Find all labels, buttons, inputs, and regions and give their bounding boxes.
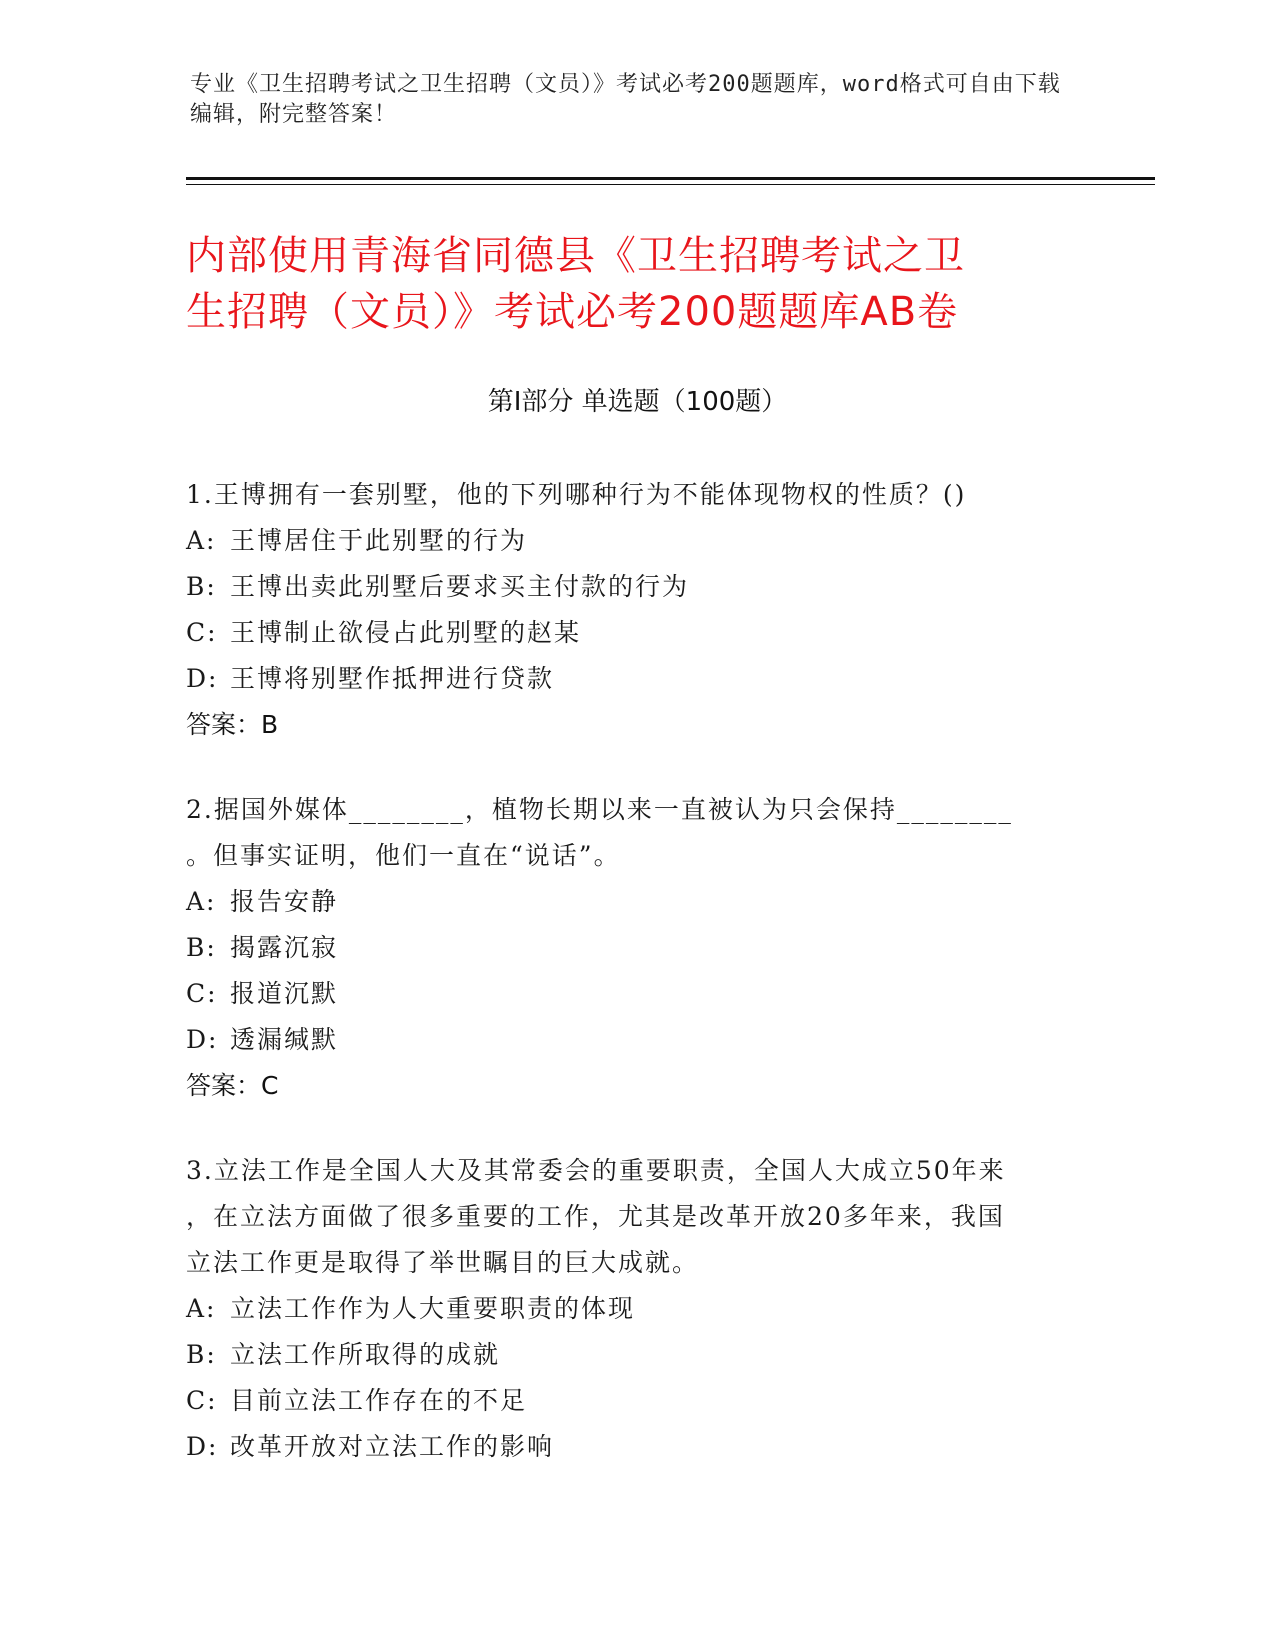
option-text: 王博居住于此别墅的行为 [230,526,528,555]
option-key: D: [186,664,219,693]
option-key: A: [186,887,217,916]
question-stem: ，在立法方面做了很多重要的工作，尤其是改革开放20多年来，我国 [186,1202,1005,1231]
option-key: B: [186,933,217,962]
question-stem: 3.立法工作是全国人大及其常委会的重要职责，全国人大成立50年来 [186,1156,1006,1185]
question-list [186,472,1086,1509]
option-d [186,1424,1086,1470]
option-text: 王博制止欲侵占此别墅的赵某 [230,618,582,647]
question-stem: 立法工作更是取得了举世瞩目的巨大成就。 [186,1248,700,1277]
option-b [186,1332,1086,1378]
answer-value: C [261,1071,279,1100]
question-stem: 2.据国外媒体________，植物长期以来一直被认为只会保持________ [186,795,1013,824]
question-stem: 。但事实证明，他们一直在“说话”。 [186,841,621,870]
option-text: 报告安静 [230,887,339,916]
option-a [186,518,1086,564]
title-line: 生招聘（文员）》考试必考200题题库AB卷 [186,289,959,335]
header-note: 专业《卫生招聘考试之卫生招聘（文员）》考试必考200题题库，word格式可自由下载编辑，附完整答案！ [190,72,1061,127]
section-title: 第I部分 单选题（100题） [487,387,788,417]
option-text: 目前立法工作存在的不足 [230,1386,528,1415]
answer-line [186,1063,1086,1109]
option-a [186,879,1086,925]
option-text: 立法工作所取得的成就 [230,1340,501,1369]
answer-label: 答案： [186,710,262,739]
option-key: D: [186,1025,219,1054]
option-key: C: [186,979,218,1008]
answer-value: B [261,710,279,739]
question-1 [186,472,1086,748]
header-rule-thick [186,177,1155,180]
option-key: B: [186,572,217,601]
question-stem: 1.王博拥有一套别墅，他的下列哪种行为不能体现物权的性质？() [186,480,967,509]
question-2 [186,787,1086,1109]
option-text: 王博将别墅作抵押进行贷款 [230,664,555,693]
header-rule-thin [186,184,1155,185]
document-title [186,228,1126,340]
option-text: 透漏缄默 [230,1025,339,1054]
option-key: D: [186,1432,219,1461]
title-line: 内部使用青海省同德县《卫生招聘考试之卫 [186,233,965,279]
option-d [186,656,1086,702]
option-c [186,971,1086,1017]
option-text: 揭露沉寂 [230,933,339,962]
option-key: A: [186,1294,217,1323]
option-key: C: [186,1386,218,1415]
option-text: 王博出卖此别墅后要求买主付款的行为 [230,572,690,601]
option-a [186,1286,1086,1332]
option-d [186,1017,1086,1063]
option-key: A: [186,526,217,555]
option-text: 报道沉默 [230,979,339,1008]
option-b [186,925,1086,971]
option-c [186,610,1086,656]
option-b [186,564,1086,610]
option-key: C: [186,618,218,647]
option-key: B: [186,1340,217,1369]
question-3 [186,1148,1086,1470]
answer-label: 答案： [186,1071,262,1100]
option-text: 立法工作作为人大重要职责的体现 [230,1294,636,1323]
option-text: 改革开放对立法工作的影响 [230,1432,555,1461]
answer-line [186,702,1086,748]
option-c [186,1378,1086,1424]
